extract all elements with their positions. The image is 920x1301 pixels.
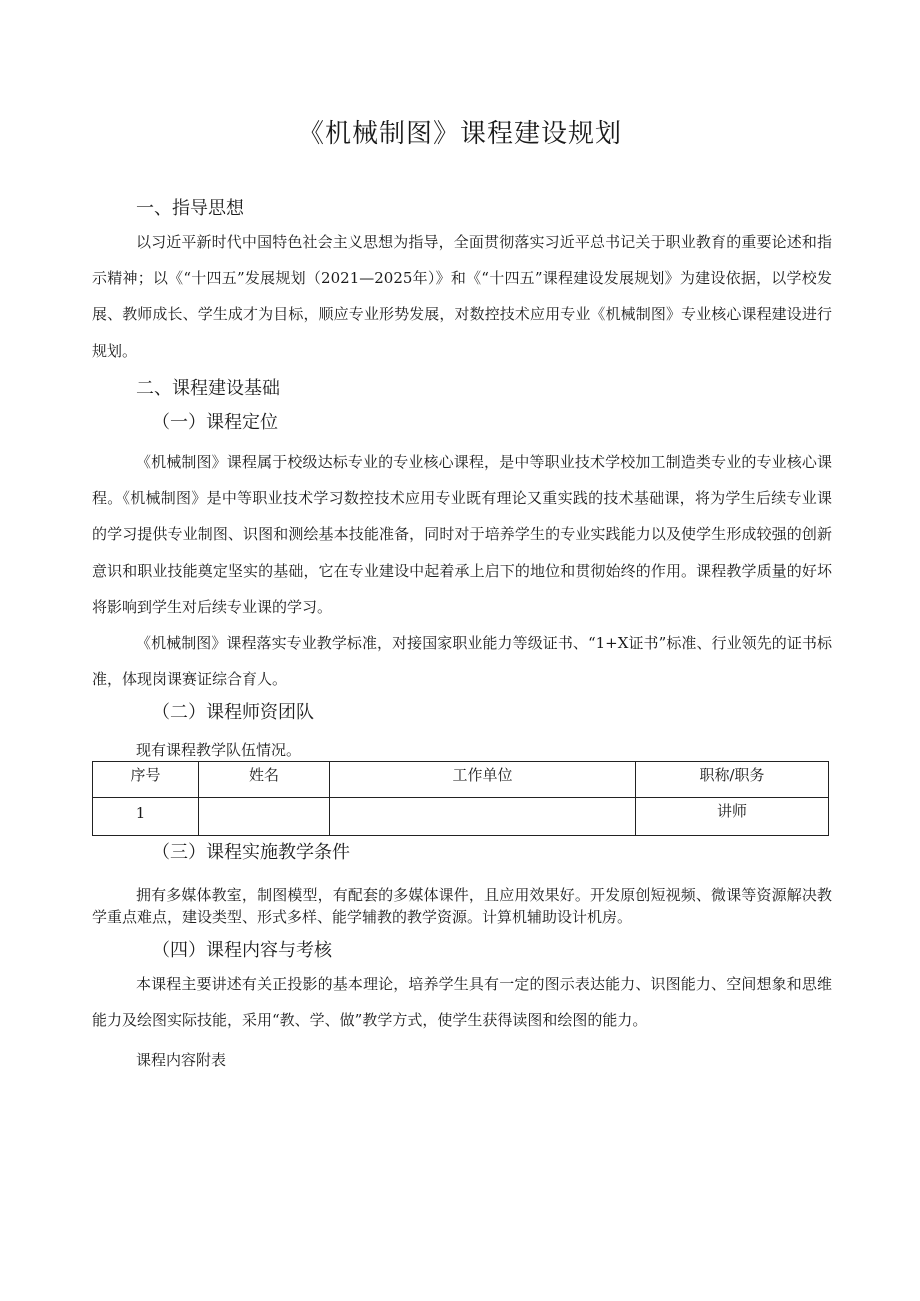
- table-header-cell: 姓名: [199, 762, 330, 798]
- table-row: [93, 798, 829, 836]
- table-header-cell: 序号: [93, 762, 199, 798]
- table-cell: [330, 798, 636, 836]
- table-cell: [199, 798, 330, 836]
- section-heading-course-foundation: 二、课程建设基础: [136, 378, 280, 399]
- table-header-cell: 工作单位: [330, 762, 636, 798]
- subheading-teaching-conditions: （三）课程实施教学条件: [152, 842, 350, 863]
- document-title: 《机械制图》课程建设规划: [297, 119, 622, 149]
- subheading-course-positioning: （一）课程定位: [152, 412, 278, 433]
- table-header-row: [93, 762, 829, 798]
- subheading-content-assessment: （四）课程内容与考核: [152, 940, 332, 961]
- teaching-team-table: [92, 761, 829, 836]
- table-cell: 讲师: [636, 798, 829, 836]
- teaching-conditions-paragraph: 拥有多媒体教室，制图模型，有配套的多媒体课件，且应用效果好。开发原创短视频、微课等资源解决教学重点难点，建设类型、形式多样、能学辅教的教学资源。计算机辅助设计机房。: [92, 886, 832, 926]
- table-cell: 1: [93, 798, 199, 836]
- subheading-teaching-team: （二）课程师资团队: [152, 702, 314, 723]
- table-header-cell: 职称/职务: [636, 762, 829, 798]
- course-positioning-paragraph-1: 《机械制图》课程属于校级达标专业的专业核心课程，是中等职业技术学校加工制造类专业的专业核心课程。《机械制图》是中等职业技术学习数控技术应用专业既有理论又重实践的技术基础课，将为学生后续专业课的学习提供专业制图、识图和测绘基本技能准备，同时对于培养学生的专业实践能力以及使学生形成较强的创新意识和职业技能奠定坚实的基础，它在专业建设中起着承上启下的地位和贯彻始终的作用。课程教学质量的好坏将影响到学生对后续专业课的学习。: [92, 453, 832, 616]
- guiding-ideology-paragraph: 以习近平新时代中国特色社会主义思想为指导，全面贯彻落实习近平总书记关于职业教育的重要论述和指示精神；以《“十四五”发展规划（2021—2025年）》和《“十四五”课程建设发展规划》为建设依据，以学校发展、教师成长、学生成才为目标，顺应专业形势发展，对数控技术应用专业《机械制图》专业核心课程建设进行规划。: [92, 233, 832, 360]
- section-heading-guiding-ideology: 一、指导思想: [136, 198, 244, 219]
- teaching-team-intro: 现有课程教学队伍情况。: [136, 741, 302, 759]
- course-content-appendix-label: 课程内容附表: [136, 1051, 227, 1069]
- content-assessment-paragraph: 本课程主要讲述有关正投影的基本理论，培养学生具有一定的图示表达能力、识图能力、空间想象和思维能力及绘图实际技能，采用“教、学、做”教学方式，使学生获得读图和绘图的能力。: [92, 975, 832, 1030]
- course-positioning-paragraph-2: 《机械制图》课程落实专业教学标准，对接国家职业能力等级证书、“1+X证书”标准、行业领先的证书标准，体现岗课赛证综合育人。: [92, 634, 832, 689]
